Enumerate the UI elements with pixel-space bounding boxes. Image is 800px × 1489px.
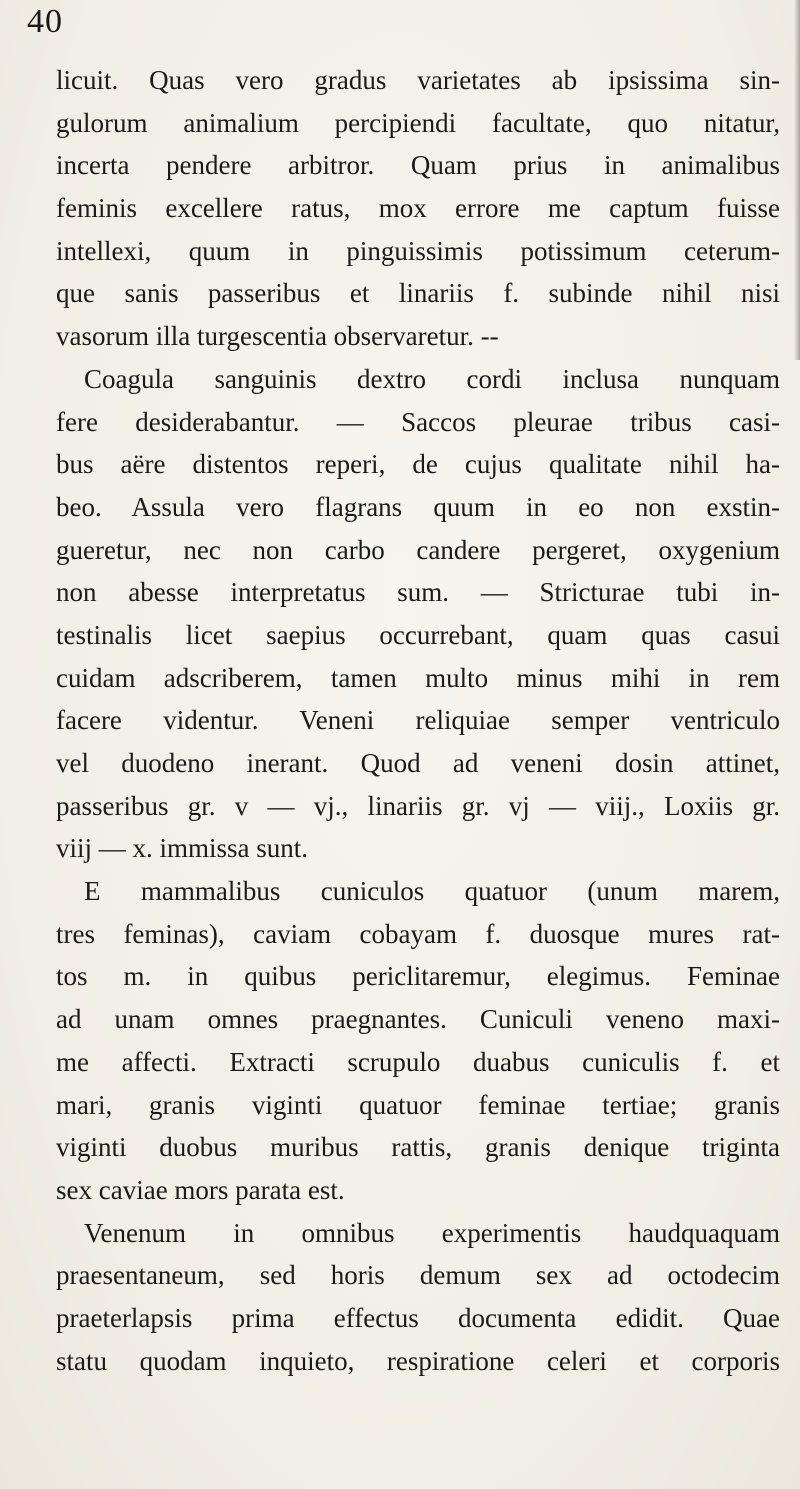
text-line: mari, granis viginti quatuor feminae tertiae; granis [56,1089,780,1120]
text-line: Venenum in omnibus experimentis haudquaquam [84,1217,780,1248]
text-line: statu quodam inquieto, respiratione celeri et corporis [56,1345,780,1376]
text-line: tres feminas), caviam cobayam f. duosque mures rat- [56,918,780,949]
text-line: cuidam adscriberem, tamen multo minus mihi in rem [56,662,780,693]
text-line: praesentaneum, sed horis demum sex ad octodecim [56,1260,780,1291]
text-line: ad unam omnes praegnantes. Cuniculi veneno maxi- [56,1004,780,1035]
text-line: sex caviae mors parata est. [56,1174,345,1205]
text-line: passeribus gr. v — vj., linariis gr. vj — viij., Loxiis gr. [56,790,780,821]
text-line: licuit. Quas vero gradus varietates ab ipsissima sin- [56,65,780,95]
text-line: Coagula sanguinis dextro cordi inclusa nunquam [84,363,780,394]
text-line: gulorum animalium percipiendi facultate, quo nitatur, [56,107,780,138]
text-line: testinalis licet saepius occurrebant, quam quas casui [56,619,780,650]
text-line: incerta pendere arbitror. Quam prius in animalibus [56,150,780,181]
text-line: me affecti. Extracti scrupulo duabus cuniculis f. et [56,1046,780,1077]
text-line: beo. Assula vero flagrans quum in eo non exstin- [56,491,780,522]
text-line: E mammalibus cuniculos quatuor (unum marem, [84,876,780,907]
text-line: que sanis passeribus et linariis f. subinde nihil nisi [56,278,780,309]
text-line: facere videntur. Veneni reliquiae semper ventriculo [56,705,780,736]
text-line: intellexi, quum in pinguissimis potissimum ceterum- [56,235,780,266]
body-text [56,59,780,1382]
text-line: vel duodeno inerant. Quod ad veneni dosin attinet, [56,748,780,778]
page-edge-shadow [794,0,800,360]
text-line: gueretur, nec non carbo candere pergeret, oxygenium [56,534,780,565]
text-line: fere desiderabantur. — Saccos pleurae tribus casi- [56,406,780,437]
text-line: tos m. in quibus periclitaremur, elegimus. Feminae [56,961,780,992]
text-line: bus aëre distentos reperi, de cujus qualitate nihil ha- [56,449,780,480]
text-line: vasorum illa turgescentia observaretur. -- [56,321,499,352]
text-line: viginti duobus muribus rattis, granis denique triginta [56,1132,780,1163]
text-line: viij — x. immissa sunt. [56,833,309,864]
text-line: non abesse interpretatus sum. — Stricturae tubi in- [56,577,780,608]
text-line: feminis excellere ratus, mox errore me captum fuisse [56,193,780,224]
page-number: 40 [27,3,63,40]
text-line: praeterlapsis prima effectus documenta edidit. Quae [56,1302,780,1333]
